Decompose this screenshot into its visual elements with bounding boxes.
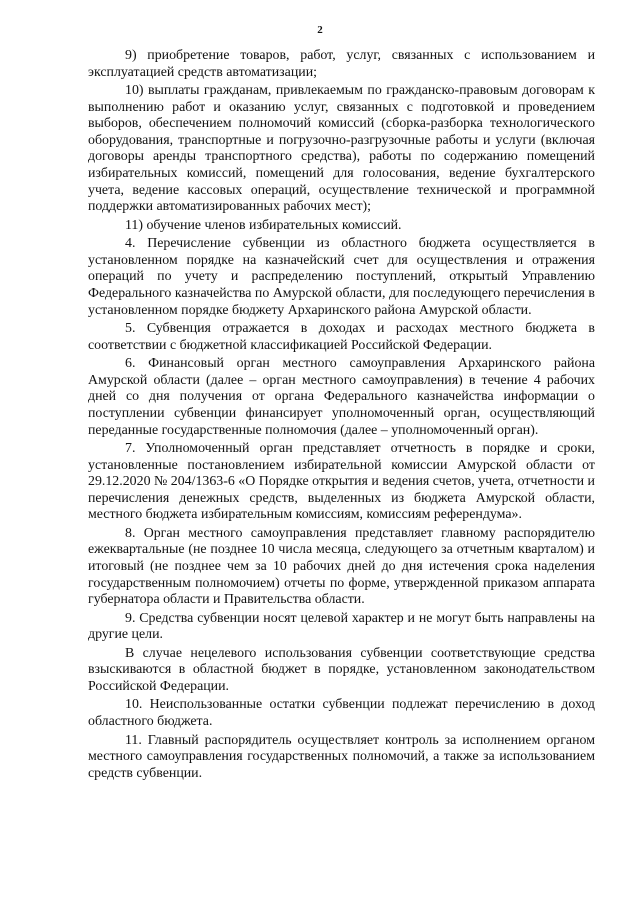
- paragraph-section-9: 9. Средства субвенции носят целевой характер и не могут быть направлены на другие цели.: [88, 610, 595, 643]
- paragraph-section-4: 4. Перечисление субвенции из областного бюджета осуществляется в установленном порядке на казначейский счет для осуществления и отражения операций по учету и распределению поступлений, открытый Управлению Федерального казначейства по Амурской области, для последующего перечисления в установленном порядке бюджету Архаринского района Амурской области.: [88, 236, 595, 318]
- document-body: [88, 48, 595, 782]
- page-number: 2: [317, 24, 323, 36]
- paragraph-section-8: 8. Орган местного самоуправления представляет главному распорядителю ежеквартальные (не позднее 10 числа месяца, следующего за отчетным кварталом) и итоговый (не позднее чем за 10 рабочих дней до дня истечения срока наделения государственным полномочием) отчеты по форме, утвержденной приказом аппарата губернатора области и Правительства области.: [88, 525, 595, 608]
- paragraph-section-6: 6. Финансовый орган местного самоуправления Архаринского района Амурской области (далее – орган местного самоуправления) в течение 4 рабочих дней со дня получения от органа Федерального казначейства информации о поступлении субвенции финансирует уполномоченный орган, осуществляющий переданные государственные полномочия (далее – уполномоченный орган).: [88, 356, 595, 438]
- paragraph-section-10: 10. Неиспользованные остатки субвенции подлежат перечислению в доход областного бюджета.: [88, 697, 595, 730]
- paragraph-item-9: 9) приобретение товаров, работ, услуг, связанных с использованием и эксплуатацией средств автоматизации;: [88, 48, 595, 80]
- paragraph-item-11: 11) обучение членов избирательных комиссий.: [125, 217, 402, 233]
- paragraph-section-5: 5. Субвенция отражается в доходах и расходах местного бюджета в соответствии с бюджетной классификацией Российской Федерации.: [88, 321, 595, 353]
- paragraph-item-10: 10) выплаты гражданам, привлекаемым по гражданско-правовым договорам к выполнению работ и оказанию услуг, связанных с подготовкой и проведением выборов, обеспечением полномочий комиссий (сборка-разборка технологического оборудования, транспортные и погрузочно-разгрузочные работы и услуги (включая договоры аренды транспортного средства), работы по содержанию помещений избирательных комиссий, помещений для голосования, ведение бухгалтерского учета, ведение кассовых операций, осуществление технической и программной поддержки автоматизированных рабочих мест);: [88, 83, 595, 215]
- paragraph-section-11: 11. Главный распорядитель осуществляет контроль за исполнением органом местного самоуправления государственных полномочий, а также за использованием средств субвенции.: [88, 732, 595, 781]
- paragraph-section-7: 7. Уполномоченный орган представляет отчетность в порядке и сроки, установленные постановлением избирательной комиссии Амурской области от 29.12.2020 № 204/1363-6 «О Порядке открытия и ведения счетов, учета, отчетности и перечисления денежных средств, выделенных из бюджета Амурской области, местного бюджета избирательным комиссиям, комиссиям референдума».: [88, 441, 595, 523]
- paragraph-misuse: В случае нецелевого использования субвенции соответствующие средства взыскиваются в областной бюджет в порядке, установленном законодательством Российской Федерации.: [88, 645, 595, 694]
